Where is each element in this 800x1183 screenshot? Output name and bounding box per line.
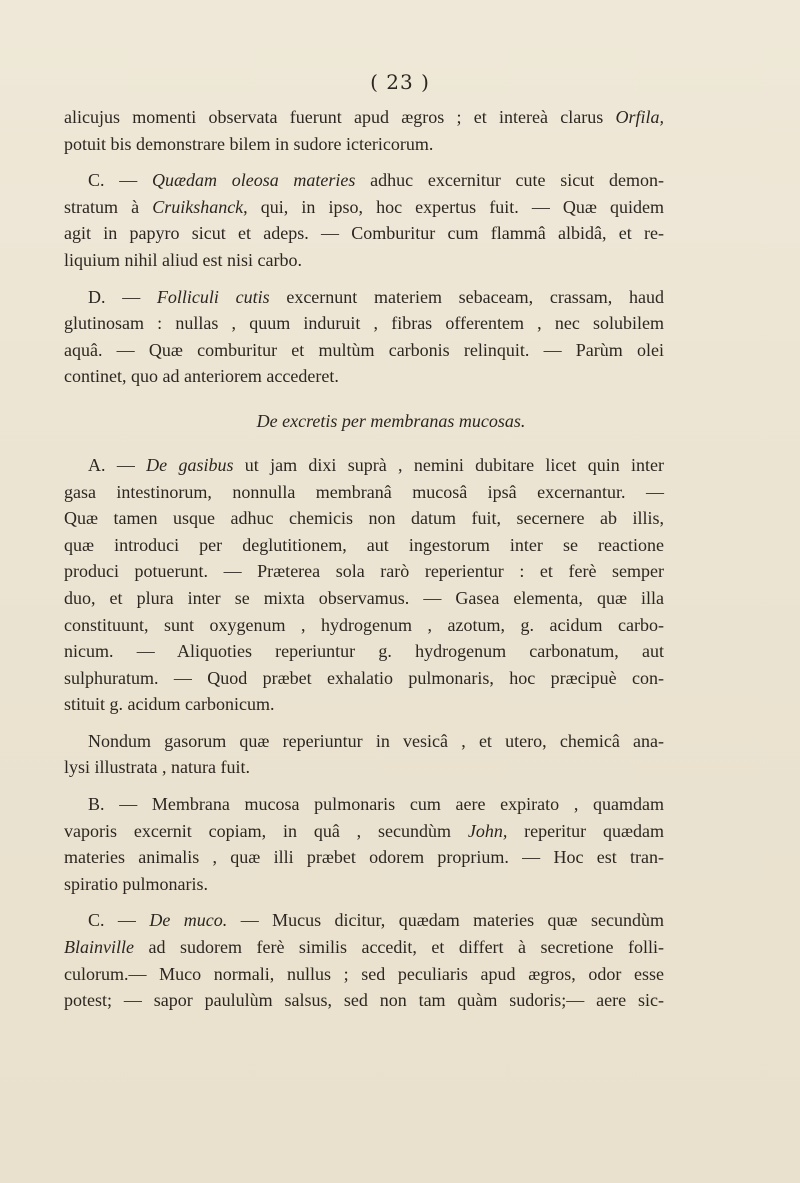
text-line: Blainville ad sudorem ferè similis accedit, et differt à secretione folli-	[64, 937, 664, 958]
text-line: Nondum gasorum quæ reperiuntur in vesicâ , et utero, chemicâ ana-	[88, 730, 664, 751]
text-line: A. — De gasibus ut jam dixi suprà , nemini dubitare licet quin inter	[88, 454, 665, 475]
italic-run: Orfila,	[615, 107, 664, 127]
text-line: spiratio pulmonaris.	[64, 873, 208, 894]
text-line: potuit bis demonstrare bilem in sudore ictericorum.	[64, 133, 434, 154]
italic-run: John,	[467, 820, 508, 841]
text-line: sulphuratum. — Quod præbet exhalatio pulmonaris, hoc præcipuè con-	[64, 667, 664, 688]
text-line: materies animalis , quæ illi præbet odorem proprium. — Hoc est tran-	[64, 847, 664, 868]
text-line: B. — Membrana mucosa pulmonaris cum aere expirato , quamdam	[88, 794, 664, 815]
paragraph-b	[64, 791, 664, 897]
body-text	[64, 104, 664, 1014]
text-line: potest; — sapor paululùm salsus, sed non tam quàm sudoris;— aere sic-	[64, 990, 664, 1011]
paragraph-nondum	[64, 728, 664, 781]
text-line: glutinosam : nullas , quum induruit , fibras offerentem , nec solubilem	[64, 313, 664, 334]
text-line: aquâ. — Quæ comburitur et multùm carbonis relinquit. — Parùm olei	[64, 339, 664, 360]
text-line: continet, quo ad anteriorem accederet.	[64, 366, 339, 387]
paragraph-2	[64, 167, 664, 273]
page-number: ( 23 )	[370, 70, 430, 94]
text-line: gasa intestinorum, nonnulla membranâ mucosâ ipsâ excernantur. —	[64, 481, 664, 502]
section-heading: De excretis per membranas mucosas.	[256, 410, 526, 431]
italic-run: De muco.	[149, 910, 228, 931]
text-line: constituunt, sunt oxygenum , hydrogenum , azotum, g. acidum carbo-	[64, 614, 664, 635]
paragraph-1	[64, 104, 664, 157]
text-line: liquium nihil aliud est nisi carbo.	[64, 249, 302, 270]
paragraph-c-muco	[64, 907, 664, 1013]
text-line: culorum.— Muco normali, nullus ; sed peculiaris apud ægros, odor esse	[64, 963, 664, 984]
italic-run: Blainville	[64, 937, 134, 958]
text-line: C. — Quædam oleosa materies adhuc excernitur cute sicut demon-	[88, 170, 664, 191]
text-line: nicum. — Aliquoties reperiuntur g. hydrogenum carbonatum, aut	[64, 641, 664, 662]
italic-run: De gasibus	[146, 454, 234, 475]
paragraph-3	[64, 284, 664, 390]
italic-run: Folliculi cutis	[156, 286, 270, 307]
text-line: stituit g. acidum carbonicum.	[64, 694, 275, 715]
text-line: duo, et plura inter se mixta observamus. — Gasea elementa, quæ illa	[64, 587, 664, 608]
text-line: lysi illustrata , natura fuit.	[64, 757, 250, 778]
italic-run: Quædam oleosa materies	[151, 170, 356, 191]
text-line: agit in papyro sicut et adeps. — Comburitur cum flammâ albidâ, et re-	[64, 223, 664, 244]
text-line: stratum à Cruikshanck, qui, in ipso, hoc expertus fuit. — Quæ quidem	[64, 196, 665, 217]
text-line: vaporis excernit copiam, in quâ , secundùm John, reperitur quædam	[64, 820, 664, 841]
italic-run: Cruikshanck	[152, 196, 244, 217]
text-line: C. — De muco. — Mucus dicitur, quædam materies quæ secundùm	[88, 910, 664, 931]
text-line: produci potuerunt. — Præterea sola rarò reperientur : et ferè semper	[64, 561, 664, 582]
text-line: D. — Folliculi cutis excernunt materiem sebaceam, crassam, haud	[88, 286, 665, 307]
text-line: quæ introduci per deglutitionem, aut ingestorum inter se reactione	[64, 534, 664, 555]
text-line: Quæ tamen usque adhuc chemicis non datum fuit, secernere ab illis,	[64, 508, 664, 529]
paragraph-a	[64, 452, 664, 718]
text-line: alicujus momenti observata fuerunt apud ægros ; et intereà clarus Orfila,	[64, 107, 664, 127]
